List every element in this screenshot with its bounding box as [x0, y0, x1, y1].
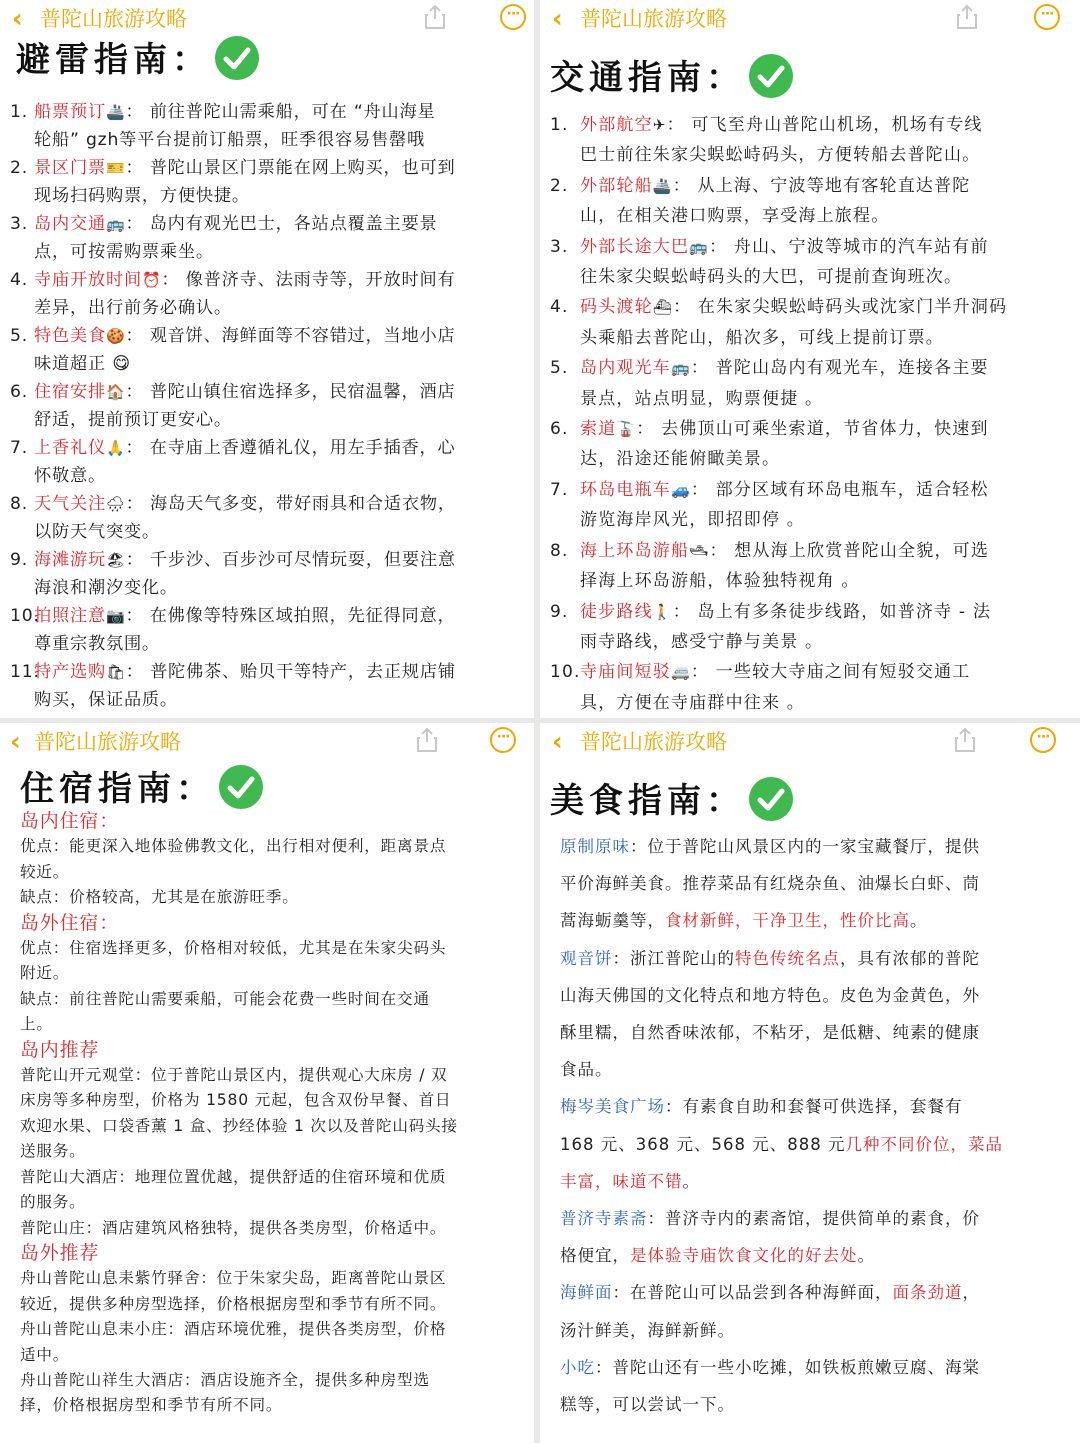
list-item: [10, 98, 525, 154]
chevron-left-icon[interactable]: ‹: [552, 727, 563, 757]
item-emoji-icon: 🚌: [105, 215, 126, 233]
item-continuation: 山，在相关港口购票，享受海上旅程。: [580, 206, 890, 227]
food-name: 海鲜面: [560, 1283, 613, 1303]
item-keyword: 外部长途大巴: [580, 236, 690, 257]
panel-transport: [540, 0, 1080, 718]
item-emoji-icon: ⏰: [141, 271, 162, 289]
item-emoji-icon: 🛥: [689, 541, 710, 560]
item-text: ： 在朱家尖蜈蚣峙码头或沈家门半升洞码: [673, 297, 1008, 318]
text-line: 床房等多种房型，价格为 1580 元起，包含双份早餐、首日: [20, 1091, 452, 1110]
text-segment: 平价海鲜美食。推荐菜品有红烧杂鱼、油爆长白虾、茼: [560, 874, 980, 894]
item-number: 5.: [550, 358, 569, 379]
item-continuation: 舒适，提前预订更安心。: [34, 410, 232, 430]
item-keyword: 海滩游玩: [34, 550, 106, 570]
transport-list: [550, 110, 1070, 718]
item-text: ： 可飞至舟山普陀山机场，机场有专线: [666, 115, 983, 135]
item-text: ： 普陀佛茶、贻贝干等特产，去正规店铺: [125, 662, 456, 682]
text-line: 较近。: [20, 862, 70, 881]
item-number: 7.: [550, 479, 569, 500]
text-line: [560, 1274, 1070, 1311]
share-icon[interactable]: [424, 4, 446, 30]
item-number: 2.: [550, 175, 569, 196]
text-segment: 。: [910, 911, 928, 931]
item-continuation: 海浪和潮汐变化。: [34, 578, 178, 598]
text-line: [560, 1312, 1070, 1349]
text-segment: ，: [962, 1283, 980, 1303]
item-continuation: 往朱家尖蜈蚣峙码头的大巴，可提前查询班次。: [580, 267, 963, 288]
item-continuation: 择海上环岛游船，体验独特视角 。: [580, 571, 860, 592]
item-keyword: 外部轮船: [580, 175, 653, 196]
text-segment: 汤汁鲜美，海鲜新鲜。: [560, 1320, 735, 1340]
highlight-text: 食材新鲜，干净卫生，性价比高: [665, 911, 910, 931]
nav-title: 普陀山旅游攻略: [580, 730, 727, 754]
food-name: 观音饼: [560, 948, 613, 968]
item-keyword: 海上环岛游船: [580, 540, 690, 561]
item-keyword: 船票预订: [34, 102, 106, 122]
item-keyword: 岛内交通: [34, 214, 106, 234]
list-item: [550, 171, 1070, 232]
item-number: 9.: [10, 550, 28, 570]
page-title: 交通指南：: [550, 56, 793, 102]
list-item: [10, 322, 525, 378]
item-text: ： 部分区域有环岛电瓶车，适合轻松: [690, 479, 989, 500]
panel-avoid-pitfalls: [0, 0, 534, 718]
highlight-text: 几种不同价位，菜品: [845, 1134, 1003, 1154]
item-text: ： 前往普陀山需乘船，可在 “舟山海星: [125, 102, 436, 122]
list-item: [10, 154, 525, 210]
section-heading: 岛外住宿：: [20, 911, 120, 934]
list-item: [550, 414, 1070, 475]
item-continuation: 达，沿途还能俯瞰美景。: [580, 449, 781, 470]
text-segment: 。: [857, 1246, 875, 1266]
item-continuation: 点，可按需购票乘坐。: [34, 242, 214, 262]
item-emoji-icon: 🏠: [105, 383, 126, 401]
item-continuation: 怀敬意。: [34, 466, 106, 486]
item-emoji-icon: ⛴: [652, 298, 674, 317]
food-name: 小吃: [560, 1357, 595, 1377]
item-continuation: 头乘船去普陀山，船次多，可线上提前订票。: [580, 327, 944, 348]
text-line: [560, 1088, 1070, 1125]
text-line: 缺点：价格较高，尤其是在旅游旺季。: [20, 888, 299, 907]
list-item: [10, 602, 525, 658]
item-keyword: 索道: [580, 419, 617, 440]
nav-bar: [540, 0, 1080, 42]
panel-food: [540, 723, 1080, 1443]
page-title: 美食指南：: [550, 779, 793, 825]
panel-accommodation: [0, 723, 534, 1443]
pitfall-list: [10, 98, 525, 714]
more-icon[interactable]: ···: [500, 4, 526, 30]
highlight-text: 面条劲道: [892, 1283, 963, 1303]
item-keyword: 岛内观光车: [580, 358, 671, 379]
text-segment: 168 元、368 元、568 元、888 元: [560, 1134, 846, 1154]
text-line: [560, 1051, 1070, 1088]
text-segment: 山海天佛国的文化特点和地方特色。皮色为金黄色，外: [560, 985, 980, 1005]
check-circle-icon: [215, 36, 259, 80]
list-item: [550, 232, 1070, 293]
text-line: [560, 865, 1070, 902]
item-number: 9.: [550, 601, 569, 622]
food-name: 原制原味: [560, 837, 630, 856]
list-item: [10, 378, 525, 434]
list-item: [10, 210, 525, 266]
text-segment: ，具有浓郁的普陀: [840, 948, 980, 968]
item-emoji-icon: 🙏: [105, 439, 126, 457]
item-continuation: 游览海岸风光，即招即停 。: [580, 510, 806, 531]
item-continuation: 味道超正 😋: [34, 354, 131, 374]
section-heading: 岛外推荐: [20, 1241, 100, 1264]
item-emoji-icon: 🚙: [671, 480, 691, 499]
more-icon[interactable]: ···: [490, 727, 516, 753]
text-segment: ：浙江普陀山的: [612, 948, 735, 968]
nav-bar: [540, 723, 1080, 765]
text-segment: ：普济寺内的素斋馆，提供简单的素食，价: [647, 1209, 980, 1229]
text-line: [560, 1237, 1070, 1274]
list-item: [550, 353, 1070, 414]
item-number: 4.: [550, 297, 569, 318]
food-name: 普济寺素斋: [560, 1209, 648, 1229]
nav-title: 普陀山旅游攻略: [40, 7, 187, 31]
share-icon[interactable]: [956, 4, 978, 30]
item-text: ： 从上海、宁波等地有客轮直达普陀: [672, 175, 971, 196]
text-line: [560, 1200, 1070, 1237]
item-text: ： 普陀山岛内有观光车，连接各主要: [690, 358, 989, 379]
text-line: 舟山普陀山祥生大酒店：酒店设施齐全，提供多种房型选: [20, 1370, 430, 1389]
nav-title: 普陀山旅游攻略: [34, 730, 181, 754]
more-icon[interactable]: ···: [1030, 727, 1056, 753]
highlight-text: 是体验寺庙饮食文化的好去处: [630, 1246, 858, 1266]
item-continuation: 购买，保证品质。: [34, 690, 178, 710]
section-heading: 岛内住宿：: [20, 810, 120, 832]
item-keyword: 住宿安排: [34, 382, 106, 402]
text-line: 附近。: [20, 964, 70, 983]
item-number: 6.: [550, 419, 569, 440]
item-keyword: 景区门票: [34, 158, 106, 178]
item-keyword: 上香礼仪: [34, 438, 106, 458]
item-emoji-icon: ✈: [652, 116, 667, 134]
item-number: 6.: [10, 382, 28, 402]
item-keyword: 特色美食: [34, 326, 106, 346]
item-emoji-icon: 🛍: [105, 663, 126, 681]
list-item: [550, 597, 1070, 658]
item-continuation: 现场扫码购票，方便快捷。: [34, 186, 250, 206]
item-continuation: 巴士前往朱家尖蜈蚣峙码头，方便转船去普陀山。: [580, 145, 981, 166]
text-line: [560, 940, 1070, 977]
item-continuation: 轮船” gzh等平台提前订船票，旺季很容易售罄哦: [34, 130, 425, 150]
item-number: 1.: [10, 102, 28, 122]
text-line: 欢迎水果、口袋香薰 1 盒、抄经体验 1 次以及普陀山码头接: [20, 1116, 458, 1135]
item-emoji-icon: 🚌: [671, 359, 691, 378]
highlight-text: 特色传统名点: [735, 948, 840, 968]
item-text: ： 岛内有观光巴士，各站点覆盖主要景: [125, 214, 438, 234]
nav-title: 普陀山旅游攻略: [580, 7, 727, 31]
item-number: 2.: [10, 158, 28, 178]
text-segment: 格便宜，: [560, 1246, 630, 1266]
item-emoji-icon: 🚌: [689, 237, 710, 256]
text-line: 缺点：前往普陀山需要乘船，可能会花费一些时间在交通: [20, 989, 430, 1008]
accommodation-text: [20, 809, 525, 1419]
list-item: [10, 658, 525, 714]
item-text: ： 想从海上欣赏普陀山全貌，可选: [709, 540, 990, 561]
list-item: [550, 475, 1070, 536]
item-emoji-icon: 🎫: [105, 159, 126, 177]
text-segment: ：有素食自助和套餐可供选择，套餐有: [665, 1097, 963, 1117]
item-number: 10.: [10, 606, 40, 626]
item-number: 5.: [10, 326, 28, 346]
text-line: 的服务。: [20, 1193, 86, 1212]
text-line: [560, 1386, 1070, 1423]
item-number: 1.: [550, 115, 569, 135]
item-emoji-icon: 🚢: [652, 176, 673, 195]
list-item: [10, 490, 525, 546]
highlight-text: 丰富，味道不错: [560, 1171, 683, 1191]
text-line: [560, 902, 1070, 939]
item-emoji-icon: 🚐: [671, 663, 691, 682]
text-segment: ：普陀山还有一些小吃摊，如铁板煎嫩豆腐、海棠: [595, 1357, 980, 1377]
text-line: [560, 828, 1070, 865]
item-keyword: 徒步路线: [580, 601, 653, 622]
more-icon[interactable]: ···: [1034, 4, 1060, 30]
list-item: [550, 657, 1070, 718]
item-continuation: 具，方便在寺庙群中往来 。: [580, 692, 806, 713]
item-number: 3.: [550, 236, 569, 257]
item-text: ： 岛上有多条徒步线路，如普济寺 - 法: [672, 601, 992, 622]
text-line: 优点：住宿选择更多，价格相对较低，尤其是在朱家尖码头: [20, 939, 447, 958]
share-icon[interactable]: [416, 727, 438, 753]
item-number: 11.: [10, 662, 40, 682]
item-emoji-icon: 📷: [105, 607, 126, 625]
text-segment: 酥里糯，自然香味浓郁，不粘牙，是低糖、纯素的健康: [560, 1023, 980, 1043]
item-continuation: 以防天气突变。: [34, 522, 160, 542]
item-text: ： 普陀山景区门票能在网上购买，也可到: [125, 158, 456, 178]
item-continuation: 差异，出行前务必确认。: [34, 298, 232, 318]
item-number: 8.: [10, 494, 28, 514]
item-number: 7.: [10, 438, 28, 458]
item-text: ： 舟山、宁波等城市的汽车站有前: [709, 236, 989, 257]
item-emoji-icon: 🚶: [652, 602, 673, 621]
item-text: ： 在佛像等特殊区域拍照，先征得同意，: [125, 606, 456, 626]
check-circle-icon: [749, 777, 793, 821]
text-line: [560, 1126, 1070, 1163]
text-line: [560, 1014, 1070, 1051]
list-item: [10, 546, 525, 602]
chevron-left-icon[interactable]: ‹: [12, 4, 23, 34]
item-emoji-icon: 🏖: [105, 551, 126, 569]
item-emoji-icon: 🌧: [105, 495, 126, 513]
food-name: 梅岑美食广场: [560, 1097, 665, 1117]
item-keyword: 寺庙间短驳: [580, 662, 671, 683]
item-text: ： 一些较大寺庙之间有短驳交通工: [690, 662, 971, 683]
item-continuation: 景点，站点明显，购票便捷 。: [580, 388, 824, 409]
page-title: 住宿指南：: [20, 767, 263, 813]
text-segment: ：位于普陀山风景区内的一家宝藏餐厅，提供: [630, 837, 980, 856]
item-number: 4.: [10, 270, 28, 290]
item-text: ： 去佛顶山可乘坐索道，节省体力，快速到: [636, 419, 989, 440]
item-continuation: 尊重宗教氛围。: [34, 634, 160, 654]
list-item: [550, 110, 1070, 171]
item-text: ： 在寺庙上香遵循礼仪，用左手插香，心: [125, 438, 456, 458]
text-line: 择，价格根据房型和季节有所不同。: [20, 1396, 283, 1415]
item-text: ： 千步沙、百步沙可尽情玩耍，但要注意: [125, 550, 456, 570]
list-item: [10, 434, 525, 490]
text-line: 普陀山庄：酒店建筑风格独特，提供各类房型，价格适中。: [20, 1218, 447, 1237]
item-keyword: 外部航空: [580, 115, 653, 135]
list-item: [10, 266, 525, 322]
item-emoji-icon: 🍪: [105, 327, 126, 345]
item-text: ： 观音饼、海鲜面等不容错过，当地小店: [125, 326, 456, 346]
item-emoji-icon: 🚡: [616, 420, 637, 439]
item-continuation: 雨寺路线，感受宁静与美景 。: [580, 631, 824, 652]
text-line: 舟山普陀山息耒小庄：酒店环境优雅，提供各类房型，价格: [20, 1320, 447, 1339]
item-emoji-icon: 🚢: [105, 103, 126, 121]
item-keyword: 拍照注意: [34, 606, 106, 626]
text-segment: 食品。: [560, 1060, 613, 1080]
page-title: 避雷指南：: [16, 38, 259, 84]
text-line: 普陀山开元观堂：位于普陀山景区内，提供观心大床房 / 双: [20, 1066, 448, 1085]
text-segment: ：在普陀山可以品尝到各种海鲜面，: [612, 1283, 893, 1303]
item-keyword: 码头渡轮: [580, 297, 653, 318]
text-segment: 蒿海蛎羹等，: [560, 911, 665, 931]
item-keyword: 特产选购: [34, 662, 106, 682]
food-text: [560, 828, 1070, 1423]
item-number: 3.: [10, 214, 28, 234]
item-text: ： 像普济寺、法雨寺等，开放时间有: [161, 270, 456, 290]
item-number: 8.: [550, 540, 569, 561]
item-text: ： 普陀山镇住宿选择多，民宿温馨，酒店: [125, 382, 456, 402]
check-circle-icon: [749, 54, 793, 98]
check-circle-icon: [219, 765, 263, 809]
list-item: [550, 292, 1070, 353]
item-text: ： 海岛天气多变，带好雨具和合适衣物，: [125, 494, 456, 514]
text-line: 适中。: [20, 1345, 70, 1364]
chevron-left-icon[interactable]: ‹: [552, 4, 563, 34]
text-line: 普陀山大酒店：地理位置优越，提供舒适的住宿环境和优质: [20, 1167, 447, 1186]
nav-bar: [0, 723, 534, 765]
text-line: [560, 1163, 1070, 1200]
text-segment: 。: [682, 1171, 700, 1191]
text-line: 送服务。: [20, 1142, 86, 1161]
item-keyword: 寺庙开放时间: [34, 270, 142, 290]
item-keyword: 环岛电瓶车: [580, 479, 671, 500]
text-line: 舟山普陀山息耒紫竹驿舍：位于朱家尖岛，距离普陀山景区: [20, 1269, 447, 1288]
text-line: 较近，提供多种房型选择，价格根据房型和季节有所不同。: [20, 1294, 447, 1313]
text-line: 上。: [20, 1015, 53, 1034]
nav-bar: [0, 0, 534, 42]
item-number: 10.: [550, 662, 581, 683]
share-icon[interactable]: [954, 727, 976, 753]
text-line: [560, 977, 1070, 1014]
text-line: 优点：能更深入地体验佛教文化，出行相对便利，距离景点: [20, 837, 447, 856]
section-heading: 岛内推荐: [20, 1038, 100, 1061]
list-item: [550, 536, 1070, 597]
text-segment: 糕等，可以尝试一下。: [560, 1395, 735, 1415]
item-keyword: 天气关注: [34, 494, 106, 514]
text-line: [560, 1349, 1070, 1386]
chevron-left-icon[interactable]: ‹: [10, 727, 21, 757]
